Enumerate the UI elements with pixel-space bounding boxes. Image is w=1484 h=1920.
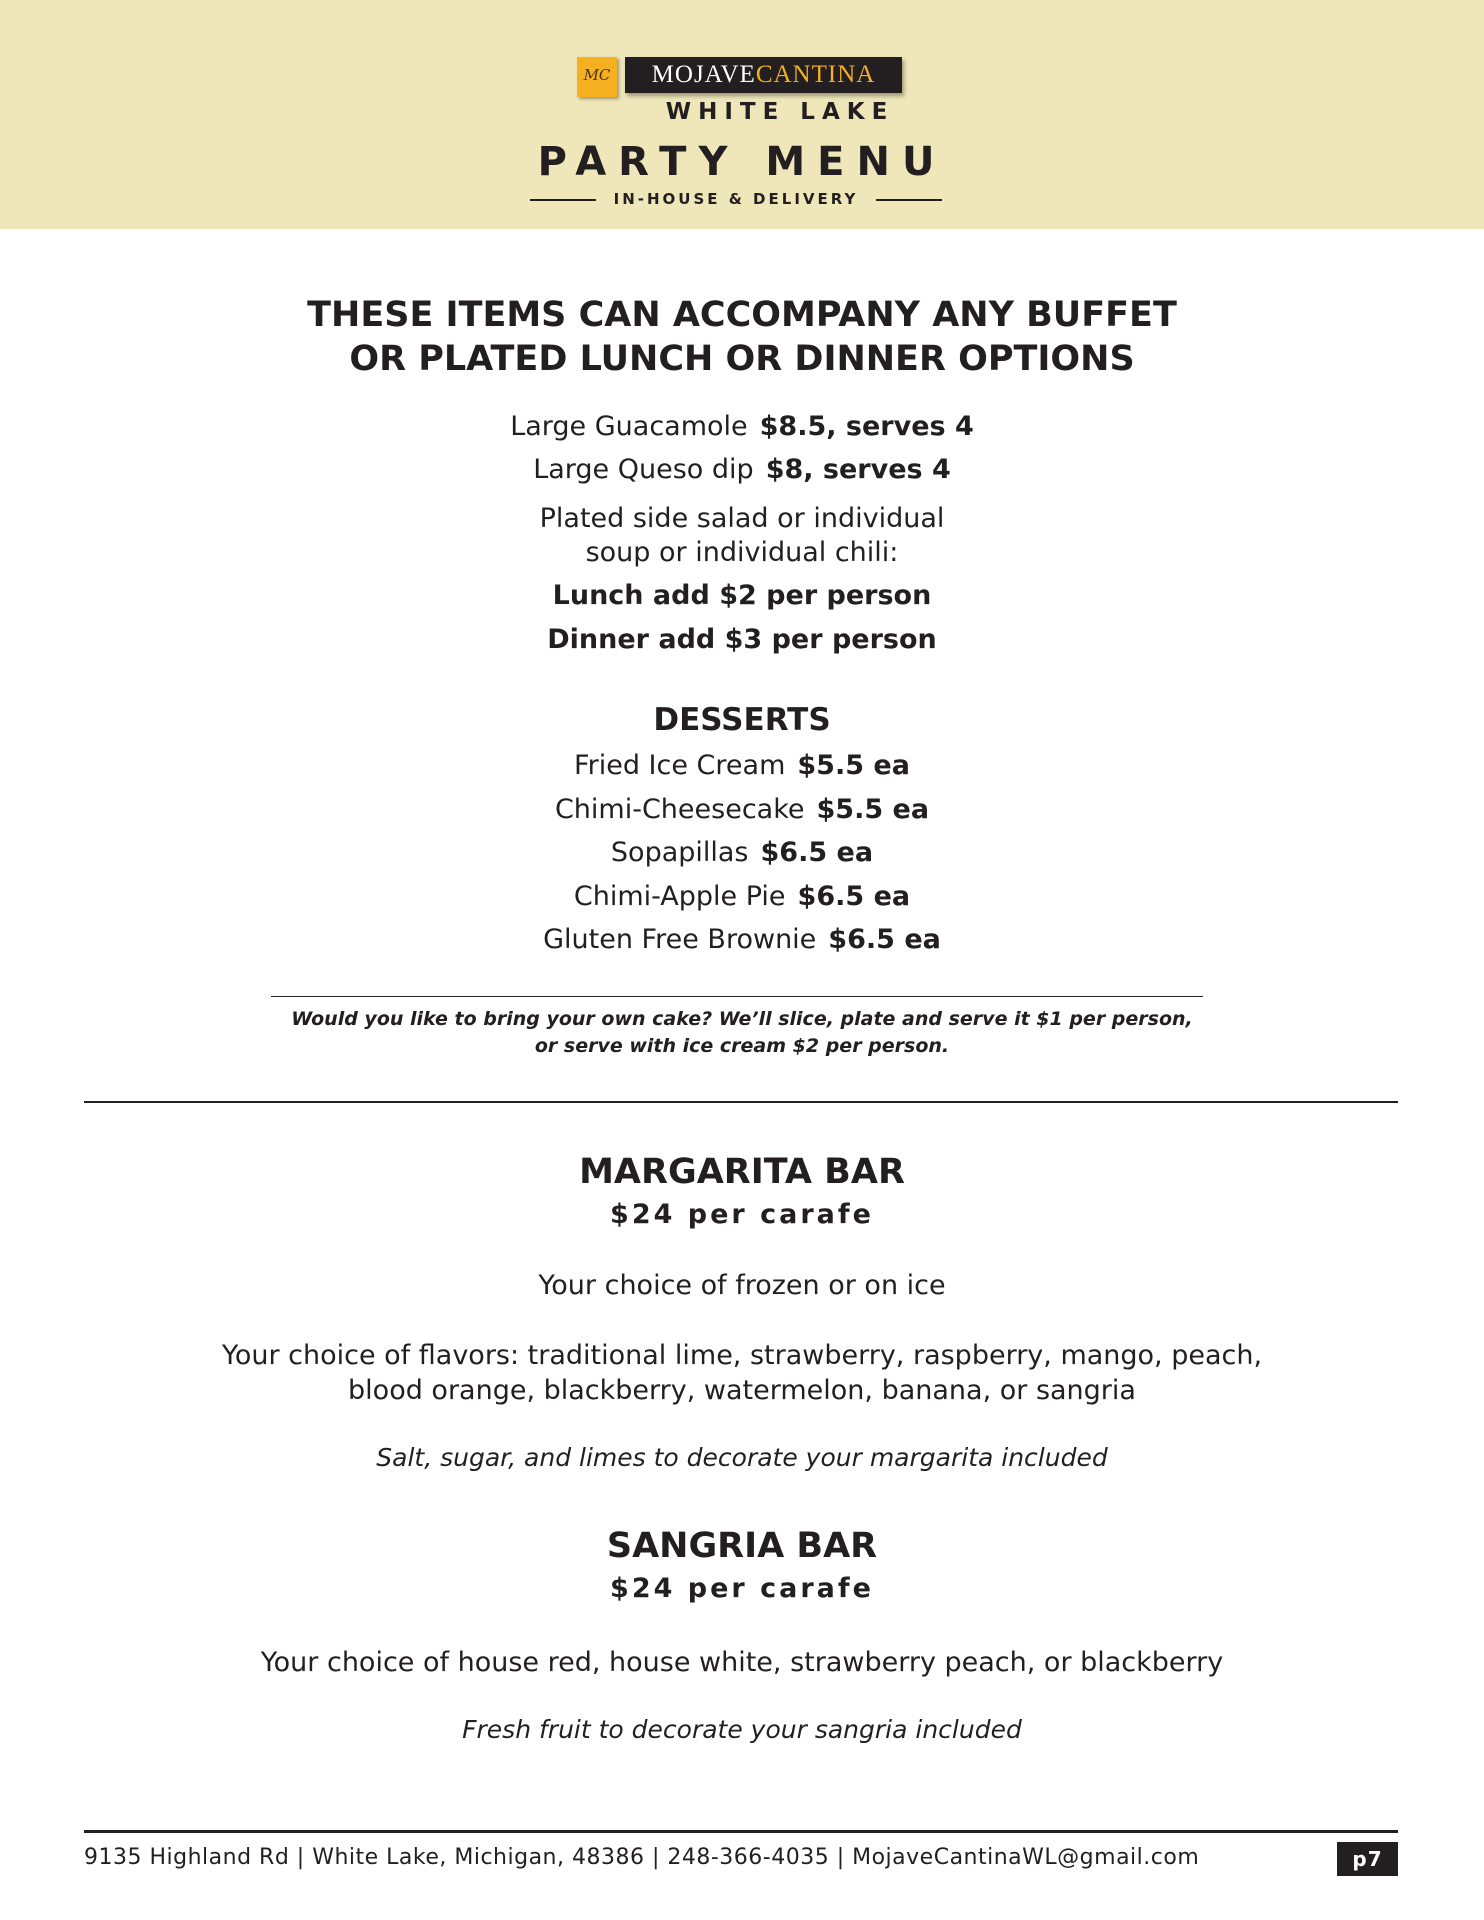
item-price: $6.5 ea <box>797 881 911 912</box>
page-number-badge: p7 <box>1337 1842 1398 1876</box>
sangria-note: Fresh fruit to decorate your sangria included <box>462 1715 1022 1744</box>
dessert-item-chimi-cheesecake <box>0 793 1484 827</box>
logo-wordmark <box>625 57 902 93</box>
dessert-item-sopapillas <box>0 836 1484 870</box>
desserts-heading: DESSERTS <box>653 702 831 738</box>
menu-item-queso <box>0 453 1484 487</box>
item-price: $8, serves 4 <box>765 454 951 485</box>
sangria-bar-price: $24 per carafe <box>610 1573 874 1604</box>
cake-note-line-1: Would you like to bring your own cake? We’ll slice, plate and serve it $1 per person, <box>291 1008 1193 1030</box>
margarita-serving-choice: Your choice of frozen or on ice <box>538 1270 946 1301</box>
item-name: Gluten Free Brownie <box>543 924 817 955</box>
header-banner <box>0 0 1484 229</box>
dessert-item-fried-ice-cream <box>0 749 1484 783</box>
item-price: $8.5, serves 4 <box>759 411 974 442</box>
dessert-item-gluten-free-brownie <box>0 923 1484 957</box>
tagline-text: IN-HOUSE & DELIVERY <box>613 190 859 208</box>
item-name: Chimi-Apple Pie <box>573 881 786 912</box>
lunch-addon: Lunch add $2 per person <box>552 580 932 611</box>
item-name: Large Queso dip <box>533 454 754 485</box>
page-title: PARTY MENU <box>537 139 947 185</box>
margarita-note: Salt, sugar, and limes to decorate your margarita included <box>376 1443 1108 1472</box>
dessert-item-chimi-apple-pie <box>0 880 1484 914</box>
side-option-line-2: soup or individual chili: <box>585 537 899 568</box>
margarita-bar-price: $24 per carafe <box>610 1199 874 1230</box>
item-name: Sopapillas <box>610 837 749 868</box>
item-price: $5.5 ea <box>816 794 930 825</box>
sangria-bar-heading: SANGRIA BAR <box>606 1526 878 1566</box>
section-divider <box>84 1101 1398 1103</box>
item-price: $6.5 ea <box>828 924 941 955</box>
footer-contact-info: 9135 Highland Rd | White Lake, Michigan, 48386 | 248-366-4035 | MojaveCantinaWL@gmail.com <box>84 1845 1200 1870</box>
logo-word-mojave: MOJAVE <box>651 61 756 88</box>
sangria-choice: Your choice of house red, house white, strawberry peach, or blackberry <box>260 1647 1224 1678</box>
side-option-line-1: Plated side salad or individual <box>539 503 945 534</box>
logo-badge-icon <box>577 57 617 97</box>
logo-badge-text: MC <box>583 66 611 84</box>
tagline <box>530 189 942 209</box>
accompaniments-heading-line-1: THESE ITEMS CAN ACCOMPANY ANY BUFFET <box>307 295 1177 335</box>
item-price: $5.5 ea <box>797 750 910 781</box>
accompaniments-heading-line-2: OR PLATED LUNCH OR DINNER OPTIONS <box>349 339 1135 379</box>
margarita-bar-heading: MARGARITA BAR <box>579 1152 905 1192</box>
margarita-flavors-line-1: Your choice of flavors: traditional lime, strawberry, raspberry, mango, peach, <box>221 1340 1263 1371</box>
brand-logo <box>577 55 907 99</box>
menu-item-guacamole <box>0 410 1484 444</box>
dinner-addon: Dinner add $3 per person <box>547 624 937 655</box>
margarita-flavors-line-2: blood orange, blackberry, watermelon, banana, or sangria <box>348 1375 1136 1406</box>
location-subtitle: WHITE LAKE <box>665 99 895 125</box>
footer-divider <box>84 1830 1398 1833</box>
item-price: $6.5 ea <box>760 837 874 868</box>
logo-word-cantina: CANTINA <box>755 61 876 88</box>
tagline-divider-right <box>876 199 942 201</box>
tagline-divider-left <box>530 199 596 201</box>
cake-note-line-2: or serve with ice cream $2 per person. <box>534 1035 950 1057</box>
item-name: Large Guacamole <box>510 411 748 442</box>
item-name: Chimi-Cheesecake <box>554 794 805 825</box>
item-name: Fried Ice Cream <box>574 750 786 781</box>
dessert-note-divider <box>271 996 1203 997</box>
